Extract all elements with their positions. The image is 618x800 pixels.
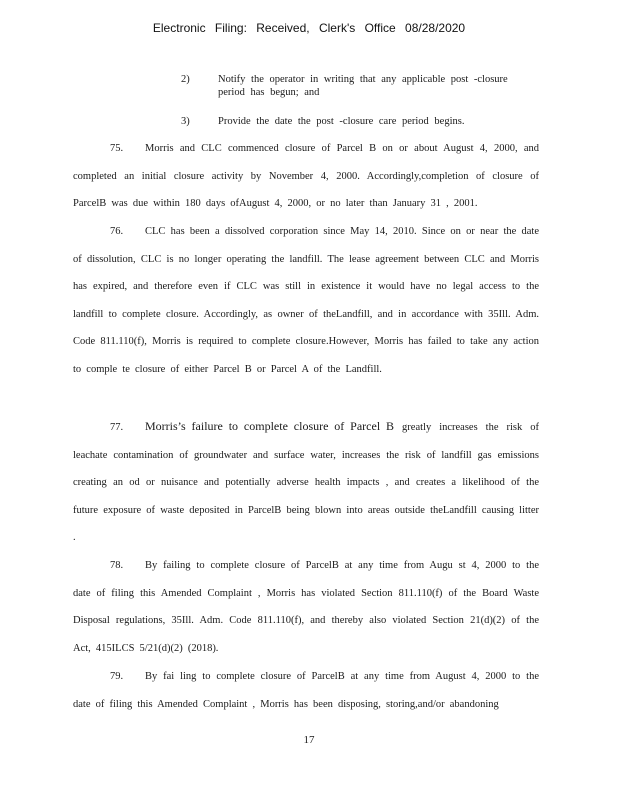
sub-item-number: 2) (181, 74, 190, 85)
filing-header: Electronic Filing: Received, Clerk's Office 08/28/2020 (152, 21, 466, 35)
sub-item-3 (181, 115, 541, 129)
paragraph-text: By failing to complete closure of ParcelB at any time from Augu st 4, 2000 to the date of filing this Amended Complaint , Morris has violated Section 811.110(f) of the Board Waste Disposal regulations, 35Ill. Adm. Code 811.110(f), and thereby also violated Section 21(d)(2) of the Act, 415ILCS 5/21(d)(2) (2018). (73, 560, 539, 654)
paragraph-number: 76. (110, 226, 124, 237)
paragraph-79 (73, 663, 539, 718)
paragraph-text: Morris and CLC commenced closure of Parcel B on or about August 4, 2000, and completed an initial closure activity by November 4, 2000. Accordingly,completion of closure of ParcelB was due within 180 days ofAugust 4, 2000, or no later than January 31 , 2001. (73, 143, 539, 210)
paragraph-lead-text: Morris’s failure to complete closure of Parcel B (145, 419, 395, 433)
paragraph-number: 79. (110, 671, 124, 682)
sub-item-number: 3) (181, 116, 190, 127)
paragraph-76 (73, 218, 539, 384)
sub-item-2 (181, 73, 541, 99)
sub-item-text: Notify the operator in writing that any applicable post -closure period has begun; and (218, 74, 508, 98)
paragraph-number: 78. (110, 560, 124, 571)
page-number: 17 (303, 734, 315, 746)
paragraph-75 (73, 135, 539, 218)
sub-item-text: Provide the date the post -closure care period begins. (218, 116, 465, 127)
paragraph-number: 75. (110, 143, 124, 154)
paragraph-78 (73, 552, 539, 662)
paragraph-text: CLC has been a dissolved corporation since May 14, 2010. Since on or near the date of dissolution, CLC is no longer operating the landfill. The lease agreement between CLC and Morris has expired, and therefore even if CLC was still in existence it would have no legal access to the landfill to complete closure. Accordingly, as owner of theLandfill, and in accordance with 35Ill. Adm. Code 811.110(f), Morris is required to complete closure.However, Morris has failed to take any action to comple te closure of either Parcel B or Parcel A of the Landfill. (73, 226, 539, 375)
paragraph-text: By fai ling to complete closure of ParcelB at any time from August 4, 2000 to the date of filing this Amended Complaint , Morris has been disposing, storing,and/or abandoning (73, 671, 539, 710)
paragraph-text: greatly increases the risk of leachate contamination of groundwater and surface water, increases the risk of landfill gas emissions creating an od or nuisance and potentially adverse health impacts , and creates a likelihood of the future exposure of waste deposited in ParcelB being blown into areas outside theLandfill causing litter . (73, 422, 539, 544)
paragraph-77 (73, 413, 539, 552)
paragraph-number: 77. (110, 422, 124, 433)
